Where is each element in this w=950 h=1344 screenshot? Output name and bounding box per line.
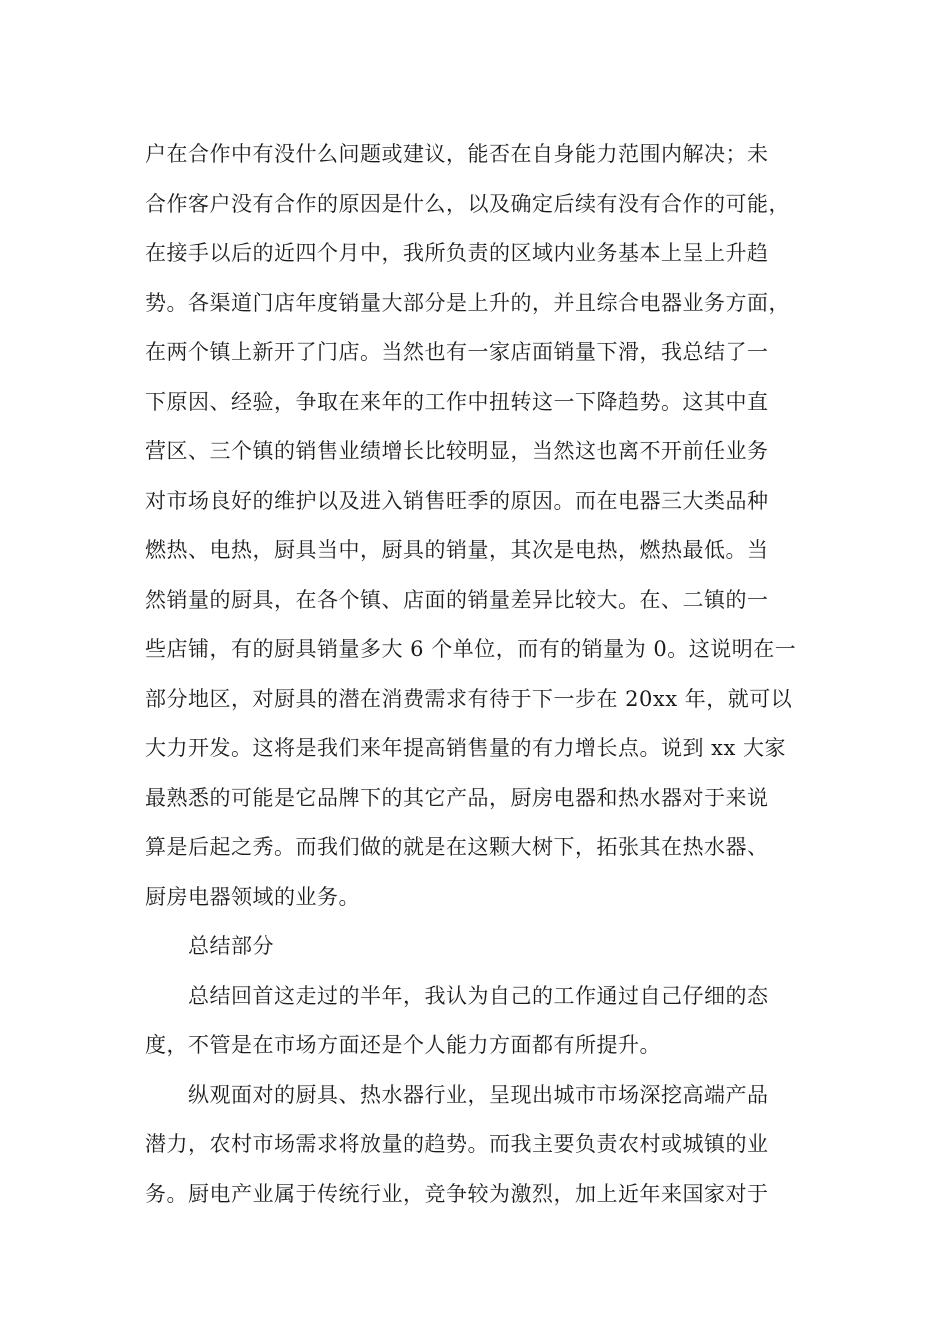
text-line: 在两个镇上新开了门店。当然也有一家店面销量下滑，我总结了一 (145, 340, 769, 364)
text-line: 潜力，农村市场需求将放量的趋势。而我主要负责农村或城镇的业 (145, 1132, 769, 1156)
text-line: 部分地区，对厨具的潜在消费需求有待于下一步在 20xx 年，就可以 (145, 686, 793, 711)
text-line: 度，不管是在市场方面还是个人能力方面都有所提升。 (145, 1033, 661, 1057)
text-line: 势。各渠道门店年度销量大部分是上升的，并且综合电器业务方面， (145, 290, 790, 315)
document-body (145, 134, 815, 1223)
text-line: 大力开发。这将是我们来年提高销售量的有力增长点。说到 xx 大家 (145, 736, 787, 760)
text-line: 算是后起之秀。而我们做的就是在这颗大树下，拓张其在热水器、 (145, 835, 769, 859)
text-line: 务。厨电产业属于传统行业，竞争较为激烈，加上近年来国家对于 (145, 1181, 769, 1206)
text-line: 对市场良好的维护以及进入销售旺季的原因。而在电器三大类品种 (145, 488, 769, 513)
paragraph-industry-outlook (145, 1075, 815, 1224)
text-line: 然销量的厨具，在各个镇、店面的销量差异比较大。在、二镇的一 (145, 587, 769, 612)
text-line: 户在合作中有没什么问题或建议，能否在自身能力范围内解决；未 (145, 142, 769, 166)
text-line: 合作客户没有合作的原因是什么，以及确定后续有没有合作的可能， (145, 191, 790, 216)
text-line: 厨房电器领域的业务。 (145, 884, 360, 909)
text-line: 总结回首这走过的半年，我认为自己的工作通过自己仔细的态 (188, 983, 769, 1008)
text-line: 下原因、经验，争取在来年的工作中扭转这一下降趋势。这其中直 (145, 389, 769, 414)
paragraph-summary (145, 976, 815, 1075)
paragraph-sales-review (145, 134, 815, 926)
text-line: 纵观面对的厨具、热水器行业，呈现出城市市场深挖高端产品 (188, 1082, 769, 1107)
section-heading: 总结部分 (188, 934, 274, 958)
text-line: 营区、三个镇的销售业绩增长比较明显，当然这也离不开前任业务 (145, 439, 769, 463)
section-heading-summary (145, 926, 815, 976)
text-line: 燃热、电热，厨具当中，厨具的销量，其次是电热，燃热最低。当 (145, 538, 769, 562)
text-line: 些店铺，有的厨具销量多大 6 个单位，而有的销量为 0。这说明在一 (145, 637, 797, 661)
text-line: 最熟悉的可能是它品牌下的其它产品，厨房电器和热水器对于来说 (145, 785, 769, 810)
text-line: 在接手以后的近四个月中，我所负责的区域内业务基本上呈上升趋 (145, 241, 769, 265)
